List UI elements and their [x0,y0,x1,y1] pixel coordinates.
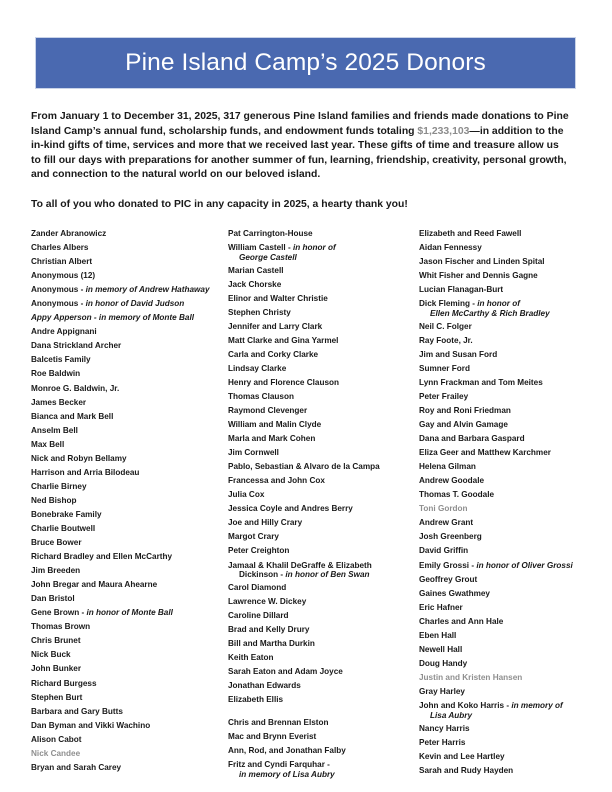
donor-name: Carla and Corky Clarke [228,349,319,359]
donor-name: Alison Cabot [31,734,82,744]
donor-entry [31,510,228,520]
donor-name: Neil C. Folger [419,321,472,331]
donor-name: Max Bell [31,439,65,449]
donor-dedication: in honor of [477,299,520,309]
donor-entry [419,603,586,613]
donor-entry [228,625,419,635]
donor-name: John and Koko Harris - [419,701,512,710]
donor-entry [31,679,228,689]
donor-name: Jim Cornwell [228,448,279,458]
donor-name: Gene Brown - [31,608,87,618]
donor-entry [228,350,419,360]
donor-entry [228,667,419,677]
donor-name: Jack Chorske [228,279,282,289]
page-title: Pine Island Camp’s 2025 Donors [125,48,486,76]
donor-entry [31,271,228,281]
donor-entry [228,364,419,374]
donor-name: Roy and Roni Friedman [419,406,511,416]
donor-name: Barbara and Gary Butts [31,706,123,716]
donor-name: Anonymous (12) [31,271,96,281]
donor-entry [419,518,586,528]
donor-entry [228,462,419,472]
donor-name: Stephen Christy [228,307,291,317]
donor-entry [419,752,586,762]
donor-entry [31,538,228,548]
donor-entry [228,308,419,318]
donor-name: Bonebrake Family [31,509,102,519]
donor-name: Dana and Barbara Gaspard [419,434,525,444]
donor-entry [31,580,228,590]
donor-name: Jessica Coyle and Andres Berry [228,504,353,514]
donor-name: Marla and Mark Cohen [228,434,316,444]
donor-entry [419,476,586,486]
donor-name: Francessa and John Cox [228,476,325,486]
donor-name: Jim and Susan Ford [419,349,498,359]
donor-entry [228,378,419,388]
donor-entry [31,763,228,773]
donor-name: Helena Gilman [419,462,476,472]
donor-entry [419,617,586,627]
donor-name: Julia Cox [228,490,265,500]
donor-name: Lindsay Clarke [228,363,287,373]
donor-entry [31,749,228,759]
donor-name: Keith Eaton [228,653,274,663]
donor-entry [228,229,419,239]
donor-entry [419,462,586,472]
donor-entry [228,322,419,332]
donor-name: William and Malin Clyde [228,420,322,430]
donor-entry [419,406,586,416]
donor-name: Fritz and Cyndi Farquhar - [228,760,330,770]
page-title-banner [35,37,576,89]
donor-entry [228,653,419,663]
donor-name: William Castell - [228,243,293,253]
donor-entry [31,285,228,295]
donor-name: Gray Harley [419,686,465,696]
donor-entry [31,398,228,408]
donor-column-1 [31,229,228,777]
donor-name: Eric Hafner [419,602,463,612]
donor-name: Newell Hall [419,644,463,654]
donor-name: Thomas Brown [31,622,91,632]
donor-name: Andrew Goodale [419,476,485,486]
donor-column-3 [419,229,586,780]
donor-name: Chris and Brennan Elston [228,718,329,728]
donor-name: Josh Greenberg [419,532,482,542]
donor-entry [419,285,586,295]
donor-dedication: in honor of Oliver Grossi [476,560,573,570]
donor-name: Bruce Bower [31,538,82,548]
donor-entry [419,673,586,683]
donor-name: Monroe G. Baldwin, Jr. [31,383,120,393]
donor-name: Nick Candee [31,748,81,758]
donor-entry [419,229,586,239]
donor-entry [31,693,228,703]
donor-name: Raymond Clevenger [228,406,308,416]
donor-name: Elizabeth Ellis [228,695,284,705]
donor-name: Brad and Kelly Drury [228,625,310,635]
donor-dedication: Appy Apperson - in memory of Monte Ball [31,313,195,323]
donor-entry [228,336,419,346]
donor-entry [228,583,419,593]
donor-name: Bianca and Mark Bell [31,411,114,421]
donor-name: Kevin and Lee Hartley [419,751,505,761]
donor-dedication-continuation: Ellen McCarthy & Rich Bradley [430,308,550,318]
donor-name: Peter Frailey [419,391,469,401]
donor-name: Pat Carrington-House [228,229,313,238]
donor-name: Roe Baldwin [31,369,81,379]
donor-name: Caroline Dillard [228,611,289,621]
donor-entry [419,532,586,542]
donor-dedication: in honor of David Judson [85,299,185,309]
donor-entry [228,746,419,756]
donor-name: Thomas T. Goodale [419,490,495,500]
donor-name: Anonymous - [31,285,86,295]
donor-name: Lucian Flanagan-Burt [419,285,504,295]
donor-entry [31,257,228,267]
donor-entry [228,597,419,607]
donor-entry [419,589,586,599]
donor-entry [419,766,586,776]
donor-entry [31,608,228,618]
donor-name: Andrew Grant [419,518,474,528]
donor-name: Toni Gordon [419,504,468,514]
donor-dedication-continuation: Lisa Aubry [430,710,473,720]
donor-entry [419,434,586,444]
donor-entry [228,561,419,580]
donor-name: Andre Appignani [31,327,97,337]
donor-entry [31,496,228,506]
donor-name: Charles Albers [31,243,89,253]
donor-entry [31,552,228,562]
donor-name: Geoffrey Grout [419,574,478,584]
donor-entry [228,518,419,528]
donor-entry [228,639,419,649]
donor-entry [419,299,586,318]
donor-entry [31,650,228,660]
donor-dedication-continuation: in memory of Lisa Aubry [239,769,335,779]
donor-entry [31,636,228,646]
donor-entry [419,322,586,332]
donor-entry [228,243,419,262]
donor-name: Peter Harris [419,737,466,747]
donor-entry [419,392,586,402]
donor-entry [31,524,228,534]
donor-name: Nick Buck [31,650,71,660]
donor-name: Zander Abranowicz [31,229,107,238]
donor-entry [31,482,228,492]
donor-entry [419,490,586,500]
donor-entry [419,561,586,571]
donor-entry [419,631,586,641]
donor-name: Peter Creighton [228,546,290,556]
donor-entry [228,406,419,416]
donor-entry [31,622,228,632]
donor-name: Carol Diamond [228,583,287,593]
donor-entry [31,229,228,239]
donor-entry [31,412,228,422]
donor-entry [228,732,419,742]
donor-name: Dick Fleming - [419,299,478,309]
donor-name: James Becker [31,397,87,407]
donor-entry [31,566,228,576]
donor-entry [31,735,228,745]
donor-name: Lawrence W. Dickey [228,597,307,607]
donor-entry [31,327,228,337]
donor-name: Joe and Hilly Crary [228,518,303,528]
donor-name: Jennifer and Larry Clark [228,321,323,331]
donor-name: Ann, Rod, and Jonathan Falby [228,746,346,756]
donor-entry [228,294,419,304]
donor-name: Thomas Clauson [228,391,294,401]
donor-name: Gaines Gwathmey [419,588,490,598]
donor-entry [31,721,228,731]
donor-name: Elizabeth and Reed Fawell [419,229,522,238]
donor-name: John Bunker [31,664,82,674]
intro-text-part2: —in addition to the in-kind gifts of time, services and more that we received last year. These gifts of time and treasure allow us to fill our days with preparations for another summer of fun, learning, friendship, creativity, personal growth, and connection to the natural world on our beloved island. [31,125,567,181]
donor-name: Elinor and Walter Christie [228,293,328,303]
donor-entry [228,681,419,691]
total-donation-amount: $1,233,103 [417,125,470,137]
donor-name: Jonathan Edwards [228,681,301,691]
donor-entry [228,280,419,290]
donor-entry [228,532,419,542]
donor-entry [31,313,228,323]
donor-dedication: in honor of Ben Swan [285,570,370,580]
donor-name: Doug Handy [419,658,468,668]
donor-entry [419,645,586,655]
donor-name: Sumner Ford [419,363,470,373]
donor-dedication: in memory of [511,701,563,710]
donor-entry [419,271,586,281]
donor-name: Eliza Geer and Matthew Karchmer [419,448,551,458]
donor-name: Nancy Harris [419,723,470,733]
donor-entry [31,664,228,674]
donor-name: Richard Burgess [31,678,97,688]
donor-dedication: in honor of [293,243,336,253]
donor-entry [419,575,586,585]
donor-entry [228,760,419,779]
donor-entry [31,440,228,450]
donor-entry [31,468,228,478]
donor-name: Dan Bristol [31,594,75,604]
donor-name: Emily Grossi - [419,560,477,570]
donor-entry [419,504,586,514]
donor-entry [31,707,228,717]
donor-name: Dan Byman and Vikki Wachino [31,720,151,730]
donor-name: Anselm Bell [31,425,78,435]
donor-entry [228,476,419,486]
donor-name: Jason Fischer and Linden Spital [419,257,545,267]
donor-name: Charles and Ann Hale [419,616,504,626]
donor-entry [31,594,228,604]
donor-name-continuation: Dickinson - [239,570,286,580]
donor-entry [228,266,419,276]
donor-name: Bryan and Sarah Carey [31,762,122,772]
donor-name: Jim Breeden [31,566,81,576]
donor-name: Sarah Eaton and Adam Joyce [228,667,343,677]
donor-entry [228,504,419,514]
donor-name: Charlie Boutwell [31,523,96,533]
donor-entry [31,299,228,309]
donor-entry [419,378,586,388]
donor-entry [31,341,228,351]
donor-name: Charlie Birney [31,481,87,491]
donor-entry [228,392,419,402]
donor-entry [31,454,228,464]
donor-entry [228,448,419,458]
donor-name: Ray Foote, Jr. [419,335,473,345]
donor-entry [419,243,586,253]
donor-entry [419,336,586,346]
donor-dedication: in memory of Andrew Hathaway [85,285,210,295]
donor-entry [31,426,228,436]
donor-entry [228,490,419,500]
intro-text-part1: From January 1 to December 31, 2025, 317 generous Pine Island families and friends made donations to Pine Island Camp’s annual fund, scholarship funds, and endowment funds totaling [31,111,569,137]
donor-entry [31,384,228,394]
donor-name: Justin and Kristen Hansen [419,672,523,682]
donor-name: Mac and Brynn Everist [228,732,317,742]
donor-entry [228,695,419,705]
donor-dedication-continuation: George Castell [239,252,297,262]
donor-entry [419,448,586,458]
donor-entry [419,364,586,374]
donor-name: Jamaal & Khalil DeGraffe & Elizabeth [228,560,372,570]
donor-entry [228,611,419,621]
donor-name: Ned Bishop [31,495,77,505]
donor-entry [419,687,586,697]
donor-dedication: in honor of Monte Ball [86,608,173,618]
donor-name: Dana Strickland Archer [31,341,122,351]
donor-column-2 [228,229,419,783]
thank-you-line: To all of you who donated to PIC in any capacity in 2025, a hearty thank you! [31,199,408,210]
donor-dedication-continuation [228,570,419,580]
donor-entry [31,369,228,379]
donor-name: Chris Brunet [31,636,81,646]
donor-entry [419,659,586,669]
donor-entry [31,243,228,253]
donor-entry [419,257,586,267]
donor-name: Sarah and Rudy Hayden [419,765,514,775]
donor-name: Balcetis Family [31,355,91,365]
donor-entry [419,420,586,430]
donor-name: Matt Clarke and Gina Yarmel [228,335,339,345]
donor-name: Richard Bradley and Ellen McCarthy [31,552,173,562]
donor-entry [419,738,586,748]
donor-entry [419,546,586,556]
donor-name: David Griffin [419,546,469,556]
donor-columns [31,229,586,783]
donor-name: Gay and Alvin Gamage [419,420,508,430]
donor-name: Marian Castell [228,265,284,275]
donor-name: Aidan Fennessy [419,243,482,253]
donor-entry [419,724,586,734]
donor-entry [31,355,228,365]
donor-entry [228,420,419,430]
donor-name: Henry and Florence Clauson [228,377,340,387]
donor-entry [228,718,419,728]
donor-entry [228,434,419,444]
donor-name: Lynn Frackman and Tom Meites [419,377,543,387]
donor-entry [419,701,586,720]
donor-name: Anonymous - [31,299,86,309]
donor-entry [419,350,586,360]
donor-name: Stephen Burt [31,692,83,702]
donor-name: Bill and Martha Durkin [228,639,315,649]
donor-name: Margot Crary [228,532,279,542]
donor-name: Pablo, Sebastian & Alvaro de la Campa [228,462,380,472]
donor-name: Harrison and Arria Bilodeau [31,467,140,477]
donor-name: John Bregar and Maura Ahearne [31,580,158,590]
donor-entry [228,546,419,556]
intro-paragraph [31,110,570,183]
donor-name: Christian Albert [31,257,93,267]
donor-name: Eben Hall [419,630,457,640]
donor-name: Nick and Robyn Bellamy [31,453,127,463]
donor-name: Whit Fisher and Dennis Gagne [419,271,538,281]
